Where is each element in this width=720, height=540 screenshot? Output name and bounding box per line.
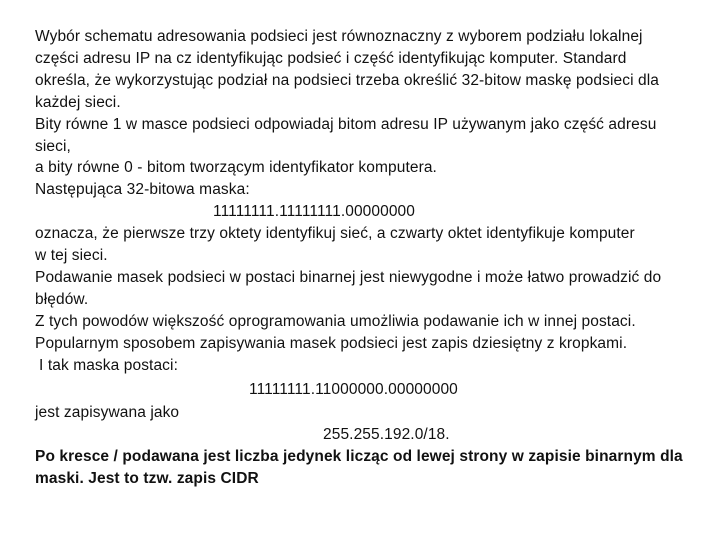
meaning-line-3: Podawanie masek podsieci w postaci binarnej jest niewygodne i może łatwo prowadzić do — [35, 268, 662, 286]
cidr-line-2: maski. Jest to tzw. zapis CIDR — [35, 470, 259, 488]
bits-line-4: Następująca 32-bitowa maska: — [35, 181, 250, 199]
mask-binary: 11111111.11000000.00000000 — [249, 380, 458, 398]
intro-line-4: każdej sieci. — [35, 93, 121, 111]
mask-decimal: 255.255.192.0/18. — [323, 426, 450, 444]
intro-line-3: określa, że wykorzystując podział na podsieci trzeba określić 32-bitow maskę podsieci dla — [35, 71, 660, 89]
meaning-line-4: błędów. — [35, 290, 89, 308]
mask-example: 11111111.11111111.00000000 — [213, 203, 415, 221]
example-intro: I tak maska postaci: — [39, 356, 178, 374]
slide-text-body — [35, 26, 695, 490]
meaning-line-1: oznacza, że pierwsze trzy oktety identyfikuj sieć, a czwarty oktet identyfikuje komputer — [35, 225, 635, 243]
written-as-label: jest zapisywana jako — [35, 404, 180, 422]
meaning-line-5: Z tych powodów większość oprogramowania umożliwia podawanie ich w innej postaci. — [35, 312, 636, 330]
intro-line-1: Wybór schematu adresowania podsieci jest równoznaczny z wyborem podziału lokalnej — [35, 28, 643, 45]
intro-line-2: części adresu IP na cz identyfikując podsieć i część identyfikując komputer. Standard — [35, 49, 627, 67]
bits-line-1: Bity równe 1 w masce podsieci odpowiadaj bitom adresu IP używanym jako część adresu — [35, 115, 657, 133]
cidr-line-1: Po kresce / podawana jest liczba jedynek licząc od lewej strony w zapisie binarnym dla — [35, 448, 683, 466]
bits-line-2: sieci, — [35, 137, 71, 155]
meaning-line-2: w tej sieci. — [35, 247, 108, 265]
bits-line-3: a bity równe 0 - bitom tworzącym identyfikator komputera. — [35, 159, 437, 177]
meaning-line-6: Popularnym sposobem zapisywania masek podsieci jest zapis dziesiętny z kropkami. — [35, 334, 628, 352]
